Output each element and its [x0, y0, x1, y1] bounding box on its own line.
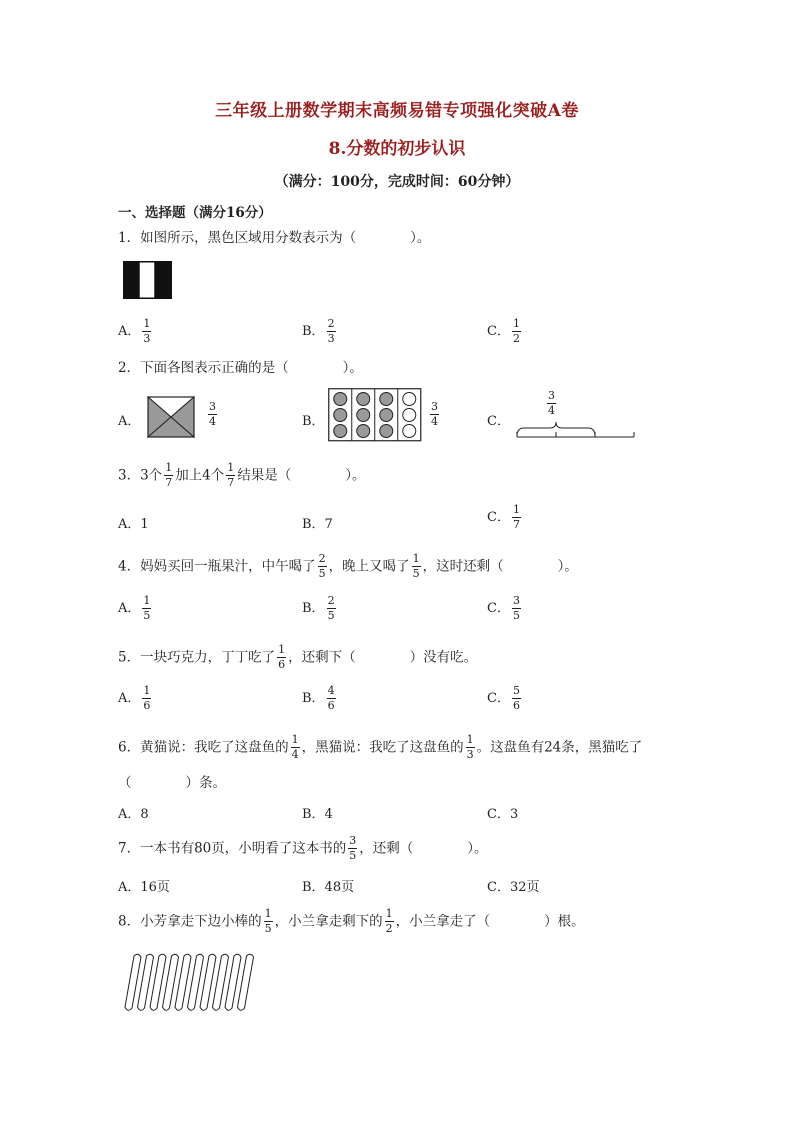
circle: [334, 393, 347, 406]
question-2-option-b-fraction: $\frac{3}{4}$: [431, 400, 438, 428]
question-3-option-c[interactable]: C． $\frac{1}{7}$: [487, 503, 520, 531]
circle: [380, 425, 393, 438]
question-4-text: 4．妈妈买回一瓶果汁，中午喝了 $\frac{2}{5}$ ，晚上又喝了 $\frac{1}{5}$ ，这时还剩（ ）。: [118, 552, 578, 580]
question-3-option-a[interactable]: A．1: [118, 517, 149, 532]
circle: [380, 409, 393, 422]
question-4-option-a[interactable]: A． $\frac{1}{5}$: [118, 594, 151, 622]
document-subtitle: 8.分数的初步认识: [328, 139, 466, 159]
question-4-option-b[interactable]: B． $\frac{2}{5}$: [302, 594, 335, 622]
question-1-figure: [123, 261, 173, 299]
question-7-option-a[interactable]: A．16页: [118, 880, 170, 895]
question-2-text: 2．下面各图表示正确的是（ ）。: [118, 360, 363, 376]
section-title: 一、选择题（满分16分）: [118, 205, 272, 221]
document-title: 三年级上册数学期末高频易错专项强化突破A卷: [215, 101, 579, 121]
question-6-option-a[interactable]: A．8: [118, 807, 149, 822]
question-4-option-c[interactable]: C． $\frac{3}{5}$: [487, 594, 520, 622]
question-2-option-a-square-figure: [147, 396, 195, 438]
question-1-option-b[interactable]: B． $\frac{2}{3}$: [302, 317, 335, 345]
circle: [403, 425, 416, 438]
question-8-text: 8．小芳拿走下边小棒的 $\frac{1}{5}$ ，小兰拿走剩下的 $\frac{1}{2}$ ，小兰拿走了（ ）根。: [118, 907, 585, 935]
question-2-option-c-number-line-figure: [512, 418, 638, 442]
circle: [403, 393, 416, 406]
question-6-text: 6．黄猫说：我吃了这盘鱼的 $\frac{1}{4}$ ，黑猫说：我吃了这盘鱼的 $\frac{1}{3}$ 。这盘鱼有24条，黑猫吃了: [118, 733, 643, 761]
question-3-text: 3．3个 $\frac{1}{7}$ 加上4个 $\frac{1}{7}$ 结果是（ ）。: [118, 461, 366, 489]
circle: [403, 409, 416, 422]
question-6-option-b[interactable]: B．4: [302, 807, 333, 822]
question-5-option-b[interactable]: B． $\frac{4}{6}$: [302, 684, 335, 712]
question-2-option-b-label[interactable]: B．: [302, 414, 325, 429]
circle: [334, 425, 347, 438]
question-5-option-a[interactable]: A． $\frac{1}{6}$: [118, 684, 151, 712]
question-1-option-a[interactable]: A． $\frac{1}{3}$: [118, 317, 151, 345]
question-2-option-c-label[interactable]: C．: [487, 414, 510, 429]
circle: [334, 409, 347, 422]
question-8-sticks-figure: [124, 952, 264, 1014]
exam-info: （满分：100分，完成时间：60分钟）: [274, 174, 520, 190]
question-6-text-line-2: （ ）条。: [118, 775, 226, 791]
circle: [357, 409, 370, 422]
question-2-option-c-fraction: $\frac{3}{4}$: [548, 389, 555, 417]
question-5-option-c[interactable]: C． $\frac{5}{6}$: [487, 684, 520, 712]
circle: [357, 393, 370, 406]
question-1-text: 1．如图所示，黑色区域用分数表示为（ ）。: [118, 230, 431, 246]
question-5-text: 5．一块巧克力，丁丁吃了 $\frac{1}{6}$ ，还剩下（ ）没有吃。: [118, 643, 478, 671]
circle: [357, 425, 370, 438]
question-7-text: 7．一本书有80页，小明看了这本书的 $\frac{3}{5}$ ，还剩（ ）。: [118, 834, 488, 862]
circle: [380, 393, 393, 406]
question-2-option-a-label[interactable]: A．: [118, 414, 141, 429]
question-2-option-a-fraction: $\frac{3}{4}$: [209, 400, 216, 428]
question-3-option-b[interactable]: B．7: [302, 517, 333, 532]
question-1-option-c[interactable]: C． $\frac{1}{2}$: [487, 317, 520, 345]
question-6-option-c[interactable]: C．3: [487, 807, 519, 822]
question-7-option-b[interactable]: B．48页: [302, 880, 355, 895]
question-2-option-b-circles-figure: [328, 388, 422, 442]
question-7-option-c[interactable]: C．32页: [487, 880, 540, 895]
